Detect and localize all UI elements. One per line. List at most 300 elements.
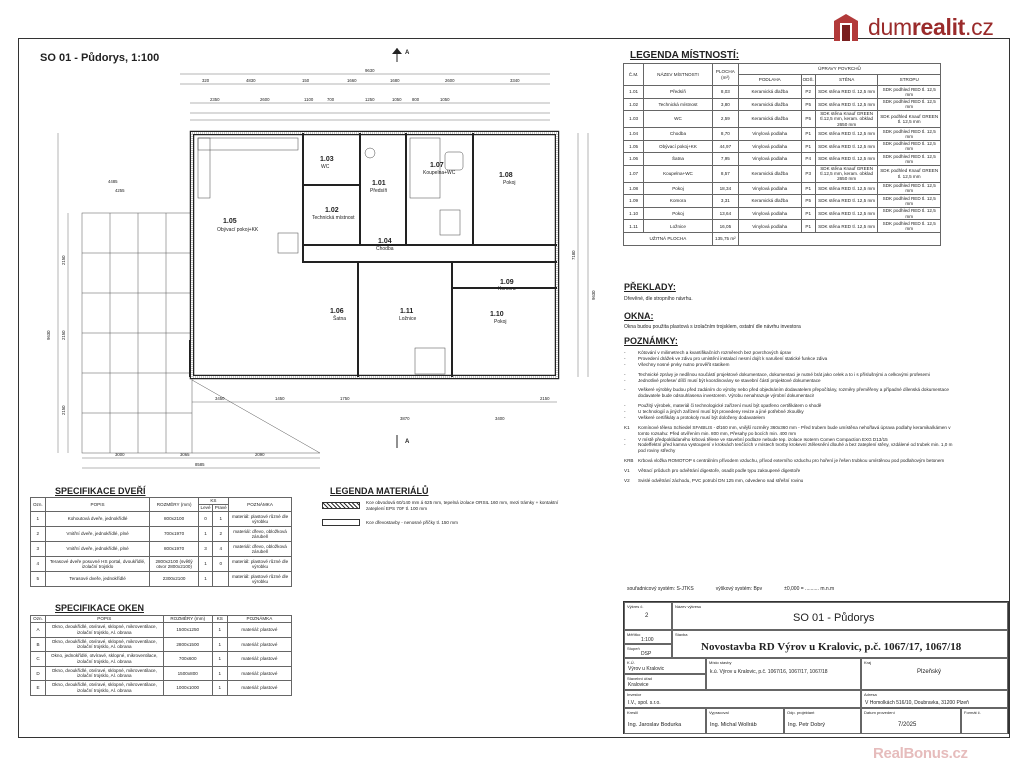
tb-drew: Kreslil Ing. Jaroslav Bodurka — [624, 708, 706, 734]
col-right: Pravé — [214, 505, 227, 511]
col-count: KS — [212, 616, 227, 623]
remark-marker: - — [624, 409, 626, 414]
cell-desc: Kohoutová dveře, jednokřídlé — [45, 512, 150, 527]
cell-name: Koupelna+WC — [644, 165, 713, 182]
cell-left: 1 — [198, 527, 213, 542]
cell-size: 2800x1500 — [163, 637, 212, 652]
cell-wall: SDK stěna Knauf GREEN tl.12,5 mm, keram. obklad 2650 mm — [815, 111, 878, 128]
room-1-05[interactable] — [217, 218, 259, 233]
room-1-03[interactable] — [320, 156, 334, 170]
cell-note: materiál: plastové — [227, 623, 291, 638]
cell-area: 8,70 — [712, 128, 738, 141]
material-item-exterior-wall — [322, 500, 572, 512]
cell-floor: Vinylová podlaha — [738, 153, 801, 166]
door-row — [31, 557, 292, 572]
dim-right: 7180 — [571, 250, 576, 260]
cell-desc: Vnitřní dveře, jednokřídlé, plné — [45, 542, 150, 557]
cell-name: Ložnice — [644, 220, 713, 233]
dim-top-6: 2600 — [445, 78, 455, 83]
cell-floor: Vinylová podlaha — [738, 140, 801, 153]
cell-area: 44,97 — [712, 140, 738, 153]
cell-wall: SDK stěna RED tl. 12,5 mm — [815, 128, 878, 141]
cell-ceiling: SDK podhled RED tl. 12,5 mm — [878, 86, 941, 99]
remark-text: Nodeffektní před kamna vystoupení v krokvách tenčících v místech tvorby krokevní ztělesnění dlouhé a bez zateplení stěny, vzdálené od trubek min. 1,0 m pod roviny střechy — [638, 442, 953, 454]
dim-left-total: 9630 — [46, 330, 51, 340]
cell-floor: Vinylová podlaha — [738, 128, 801, 141]
cell-left: 0 — [198, 512, 213, 527]
tb-investor: Investor I.V., spol. s.r.o. — [624, 690, 861, 708]
tb-scale: Měřítko 1:100 — [624, 630, 672, 644]
doors-spec-table — [30, 497, 292, 587]
cell-name: Pokoj — [644, 207, 713, 220]
cell-name: WC — [644, 111, 713, 128]
cell-num: 4 — [31, 557, 46, 572]
dim-open-7: 800 — [412, 97, 420, 102]
materials-legend-title: LEGENDA MATERIÁLŮ — [330, 486, 429, 496]
cell-desc: Okno, jednokřídlé, otvíravé, sklopné, mikroventilace, izolační trojsklo, Al. obrana — [45, 652, 163, 667]
col-finish: ÚPRAVY POVRCHŮ — [738, 64, 940, 75]
room-name: Ložnice — [399, 316, 417, 322]
cell-ceiling: SDK podhled RED tl. 12,5 mm — [878, 128, 941, 141]
total-label: UŽITNÁ PLOCHA — [624, 233, 713, 246]
dim-open-6: 1050 — [392, 97, 402, 102]
room-name: Komora — [498, 286, 516, 292]
cell-note: materiál: plastové různé dle výrobku — [229, 557, 292, 572]
dim-top-1: 320 — [202, 78, 210, 83]
cell-size: 700x1970 — [150, 527, 198, 542]
dim-left-1: 2150 — [61, 255, 66, 265]
cell-wall: SDK stěna RED tl. 12,5 mm — [815, 220, 878, 233]
col-desc: POPIS — [45, 616, 163, 623]
cell-floor: Keramická dlažba — [738, 98, 801, 111]
dim-left-3: 2150 — [61, 405, 66, 415]
cell-wall: SDK stěna RED tl. 12,5 mm — [815, 86, 878, 99]
dimensions-right — [578, 133, 588, 377]
dim-bottom-4: 3870 — [400, 416, 410, 421]
material-item-partition — [322, 519, 572, 526]
remark-marker: - — [624, 377, 626, 383]
tb-office: Stavební úřad Kralovice — [624, 674, 706, 690]
remark-marker: - — [624, 350, 626, 355]
room-number: 1.06 — [330, 308, 344, 315]
room-name: Technická místnost — [312, 215, 355, 221]
cell-count: 1 — [212, 666, 227, 681]
cell-code: P4 — [801, 153, 815, 166]
cell-num: 1 — [31, 512, 46, 527]
remark-text: Jednotlivé profese/ dílčí musí být koordinovány se stavební částí projektové dokumentace — [638, 377, 821, 383]
cell-ceiling: SDK podhled RED tl. 12,5 mm — [878, 153, 941, 166]
cell-floor: Keramická dlažba — [738, 86, 801, 99]
cell-count: 1 — [212, 652, 227, 667]
col-count: KS — [198, 498, 228, 505]
remark-marker: K1 — [624, 424, 630, 430]
window-row — [31, 666, 292, 681]
section-label-bottom: A — [405, 439, 410, 445]
cell-name: Pokoj — [644, 182, 713, 195]
room-number: 1.08 — [499, 172, 513, 179]
cell-area: 2,59 — [712, 111, 738, 128]
dim-bottom-1: 3450 — [215, 396, 225, 401]
section-label-top: A — [405, 50, 410, 56]
cell-desc: Terasové dveře posuvné HS portal, dvoukřídlé, izolační trojsklo — [45, 557, 150, 572]
cell-num: A — [31, 623, 46, 638]
room-legend-row — [624, 182, 941, 195]
cell-num: 1.03 — [624, 111, 644, 128]
col-ceiling: STROPU — [878, 75, 941, 86]
dim-right-2: 9630 — [591, 290, 596, 300]
cell-code: P3 — [801, 165, 815, 182]
windows-note-title: OKNA: — [624, 311, 654, 321]
room-1-09[interactable] — [498, 279, 516, 292]
window-row — [31, 681, 292, 696]
cell-wall: SDK stěna RED tl. 12,5 mm — [815, 195, 878, 208]
dim-bottom-total: 8585 — [195, 462, 205, 467]
cell-num: 1.02 — [624, 98, 644, 111]
cell-count: 1 — [212, 637, 227, 652]
windows-spec-table — [30, 615, 292, 696]
plan-title: SO 01 - Půdorys, 1:100 — [40, 52, 160, 64]
cell-desc: Okno, dvoukřídlé, otvíravé, sklopné, mikroventilace, izolační trojsklo, Al. obrana — [45, 666, 163, 681]
room-1-10[interactable] — [490, 311, 507, 325]
cell-desc: Terasové dveře, jednokřídlé — [45, 572, 150, 587]
dim-terrace: 4485 — [108, 179, 118, 184]
dim-open-2: 2600 — [260, 97, 270, 102]
total-value: 135,75 m² — [712, 233, 738, 246]
remark-item — [624, 458, 954, 464]
title-block — [623, 601, 1009, 734]
cell-num: C — [31, 652, 46, 667]
col-size: ROZMĚRY (mm) — [163, 616, 212, 623]
cell-ceiling: SDK podhled RED tl. 12,5 mm — [878, 207, 941, 220]
dim-bottom-6: 2150 — [540, 396, 550, 401]
room-1-08[interactable] — [499, 172, 516, 186]
cell-code: P1 — [801, 220, 815, 233]
cell-num: 1.11 — [624, 220, 644, 233]
door-row — [31, 572, 292, 587]
cell-floor: Keramická dlažba — [738, 165, 801, 182]
section-mark-top — [392, 48, 410, 62]
window-row — [31, 623, 292, 638]
cell-num: 1.04 — [624, 128, 644, 141]
remark-marker: - — [624, 442, 626, 448]
cell-note: materiál: plastové — [227, 652, 291, 667]
dim-top-2: 4830 — [246, 78, 256, 83]
room-1-07[interactable] — [423, 162, 456, 176]
cell-desc: Okno, dvoukřídlé, otvíravé, sklopné, mikroventilace, izolační trojsklo, Al. obrana — [45, 637, 163, 652]
cell-code: P1 — [801, 128, 815, 141]
remark-marker: V2 — [624, 477, 630, 483]
remark-text: Veškeré certifikáty a protokoly musí být doloženy dodavatelem — [638, 414, 765, 420]
cell-right: 0 — [213, 557, 229, 572]
doors-spec-title: SPECIFIKACE DVEŘÍ — [55, 486, 146, 496]
tb-place: Místo stavby k.ú. Výrov u Kralovic, p.č. 1067/16, 1067/17, 1067/18 — [706, 658, 861, 690]
cell-size: 800x1970 — [150, 542, 198, 557]
col-note: POZNÁMKA — [227, 616, 291, 623]
material-desc: Kce dřevostavby - nenosné příčky tl. 150 mm — [366, 519, 458, 525]
cell-left: 1 — [198, 572, 213, 587]
windows-spec-title: SPECIFIKACE OKEN — [55, 603, 145, 613]
cell-num: D — [31, 666, 46, 681]
window-row — [31, 652, 292, 667]
height-system: výškový systém: Bpv — [715, 586, 763, 592]
dim-open-4: 700 — [327, 97, 335, 102]
cell-right: 4 — [213, 542, 229, 557]
cell-code: P2 — [801, 86, 815, 99]
realbonus-watermark: RealBonus.cz — [873, 745, 968, 762]
material-desc: Kce obvodová 60/140 mm á 625 mm, tepelná izolace ORSIL 160 mm, mezi trámky + kontaktní zateplení EPS 70F tl. 100 mm — [366, 500, 559, 511]
tb-ku: K.Ú. Výrov u Kralovic — [624, 658, 706, 674]
room-number: 1.03 — [320, 156, 334, 163]
cell-num: 1.01 — [624, 86, 644, 99]
rooms-legend-title: LEGENDA MÍSTNOSTÍ: — [630, 50, 740, 61]
cell-note: materiál: plastové různé dle výrobku — [229, 572, 292, 587]
remark-text: V místě předpokládaného krbová tělese ve stavební podlaze nebude tep. izolace Isoterm Comen Compaction EXG D13/15 — [638, 436, 888, 442]
col-wall: STĚNA — [815, 75, 878, 86]
room-1-02[interactable] — [312, 207, 355, 221]
cell-size: 700x600 — [163, 652, 212, 667]
tb-building: Stavba Novostavba RD Výrov u Kralovic, p.č. 1067/17, 1067/18 — [672, 630, 1008, 658]
dim-terrace-2: 4255 — [115, 188, 125, 193]
cell-code: P1 — [801, 140, 815, 153]
cell-code: P5 — [801, 195, 815, 208]
room-legend-row — [624, 165, 941, 182]
tb-date: Datum provedení 7/2025 — [861, 708, 961, 734]
room-name: Obývací pokoj+KK — [217, 227, 259, 233]
dim-top-3: 150 — [302, 78, 310, 83]
remark-marker: KRB — [624, 458, 634, 464]
cell-right: 2 — [213, 527, 229, 542]
room-number: 1.07 — [430, 162, 444, 169]
cell-area: 7,95 — [712, 153, 738, 166]
room-1-11[interactable] — [399, 308, 416, 322]
tb-region: Kraj Plzeňský — [861, 658, 1008, 690]
remark-text: Provedení drážek ve zdivu pro umístění instalací nesmí dojít k narušení statické funkce zdiva — [638, 355, 828, 361]
cell-name: Technická místnost — [644, 98, 713, 111]
cell-right: 1 — [213, 512, 229, 527]
room-number: 1.04 — [378, 238, 392, 245]
remarks-list — [624, 350, 954, 484]
cell-note: materiál: plastové různé dle výrobku — [229, 512, 292, 527]
cell-name: Komora — [644, 195, 713, 208]
remark-marker: - — [624, 361, 626, 367]
cell-name: Předsíň — [644, 86, 713, 99]
windows-note-text: Okna budou použita plastová s izolačním trojsklem, ostatní dle návrhu investora — [624, 324, 801, 330]
cell-area: 3,31 — [712, 195, 738, 208]
cell-note: materiál: dřevo, obložková zárubeň — [229, 542, 292, 557]
room-number: 1.09 — [500, 279, 514, 286]
dim-open-1: 2350 — [210, 97, 220, 102]
remark-text: Krbová vložka ROMOTOP s centrálním přívodem vzduchu, přívod externího vzduchu pro hoření je řešen trubkou umístěnou pod podlahovým betonem — [638, 458, 945, 464]
cell-wall: SDK stěna RED tl. 12,5 mm — [815, 182, 878, 195]
cell-num: E — [31, 681, 46, 696]
room-legend-row — [624, 128, 941, 141]
tb-stage: Stupeň DSP — [624, 644, 672, 658]
dim-bottom-c: 2090 — [255, 452, 265, 457]
cell-ceiling: SDK podhled RED tl. 12,5 mm — [878, 220, 941, 233]
hatch-swatch — [322, 502, 360, 509]
room-number: 1.01 — [372, 180, 386, 187]
col-name: NÁZEV MÍSTNOSTI — [644, 64, 713, 86]
cell-size: 1000x1000 — [163, 681, 212, 696]
col-size: ROZMĚRY (mm) — [150, 498, 198, 512]
col-code: ODŠ. — [801, 75, 815, 86]
cell-wall: SDK stěna RED tl. 12,5 mm — [815, 140, 878, 153]
remark-text: Kótování v milimetrech a kvantifikačních rozměrech bez povrchových úprav — [638, 350, 792, 355]
cell-code: P5 — [801, 98, 815, 111]
cell-desc: Okno, dvoukřídlé, otvíravé, sklopné, mikroventilace, izolační trojsklo, Al. obrana — [45, 681, 163, 696]
cell-ceiling: SDK podhled Knauf GREEN tl. 12,5 mm — [878, 111, 941, 128]
zero-level: ±0,000 = .......... m.n.m — [784, 586, 835, 592]
cell-note: materiál: plastové — [227, 681, 291, 696]
col-num: Ozn. — [31, 498, 46, 512]
cell-wall: SDK stěna RED tl. 12,5 mm — [815, 207, 878, 220]
dim-bottom-b: 3065 — [180, 452, 190, 457]
cell-note: materiál: plastové — [227, 637, 291, 652]
floor-plan — [20, 40, 610, 475]
dumrealit-logo[interactable] — [830, 10, 994, 44]
room-legend-row — [624, 220, 941, 233]
cell-desc: Okno, dvoukřídlé, otvíravé, sklopné, mikroventilace, izolační trojsklo, Al. obrana — [45, 623, 163, 638]
col-num: Č.M. — [624, 64, 644, 86]
col-left: Levé — [198, 505, 213, 512]
room-name: Koupelna+WC — [423, 170, 456, 176]
room-legend-row — [624, 195, 941, 208]
room-name: WC — [321, 164, 330, 170]
outer-walls — [192, 133, 557, 377]
dim-top-4: 1660 — [347, 78, 357, 83]
cell-code: P1 — [801, 207, 815, 220]
remark-text: U technologií a jiných zařízení musí být provedeny revize a jiné potřebné zkoušky — [638, 409, 804, 414]
cell-count: 1 — [212, 623, 227, 638]
cell-code: P1 — [801, 182, 815, 195]
coordinate-systems — [627, 586, 834, 592]
dim-bottom-a: 3000 — [115, 452, 125, 457]
remark-text: Technické zprávy je nedílnou součástí projektové dokumentace, dokumentaci je nutné brát jako celek a to i s příslušnými a celkovými profesemi — [638, 371, 930, 377]
logo-wordmark: dumrealit.cz — [868, 13, 994, 40]
tb-address: Adresa V Homolkách 516/10, Doubravka, 31200 Plzeň — [861, 690, 1008, 708]
cell-name: Obývací pokoj+KK — [644, 140, 713, 153]
remark-text: Svislé odvětrání záchodu, PVC potrubí DN 125 mm, odvedeno nad střešní rovinu — [638, 477, 804, 483]
remark-item — [624, 442, 954, 454]
remark-marker: - — [624, 414, 626, 420]
room-legend-row — [624, 86, 941, 99]
cell-area: 18,34 — [712, 182, 738, 195]
col-floor: PODLAHA — [738, 75, 801, 86]
dimensions-left — [58, 133, 68, 453]
dim-left-2: 2150 — [61, 330, 66, 340]
cell-desc: Vnitřní dveře, jednokřídlé, plné — [45, 527, 150, 542]
cell-size: 1500x800 — [163, 666, 212, 681]
room-number: 1.05 — [223, 218, 237, 225]
remark-item — [624, 387, 954, 399]
room-name: Pokoj — [503, 180, 516, 186]
remark-text: Všechny nosné prvky nutno prověřit statikem — [638, 361, 730, 367]
cell-num: 1.09 — [624, 195, 644, 208]
cell-code: P5 — [801, 111, 815, 128]
cell-right — [213, 572, 229, 587]
col-num: Ozn. — [31, 616, 46, 623]
cell-num: 1.07 — [624, 165, 644, 182]
cell-num: 1.06 — [624, 153, 644, 166]
room-name: Pokoj — [494, 319, 507, 325]
remark-marker: - — [624, 355, 626, 361]
rooms-legend-table — [623, 63, 941, 246]
remark-item — [624, 425, 954, 437]
cell-note: materiál: dřevo, obložková zárubeň — [229, 527, 292, 542]
tb-sheet: Formát č. — [961, 708, 1008, 734]
cell-wall: SDK stěna RED tl. 12,5 mm — [815, 98, 878, 111]
cell-area: 8,57 — [712, 165, 738, 182]
room-name: Šatna — [333, 316, 347, 322]
tb-sheet-no: Výkres č. 2 — [624, 602, 672, 630]
room-1-01[interactable] — [370, 180, 387, 194]
cell-ceiling: SDK podhled RED tl. 12,5 mm — [878, 98, 941, 111]
col-area: PLOCHA (m²) — [712, 64, 738, 86]
cell-floor: Keramická dlažba — [738, 111, 801, 128]
coord-system: souřadnicový systém: S-JTKS — [627, 586, 694, 592]
room-legend-row — [624, 153, 941, 166]
tb-drawing: Název výkresu SO 01 - Půdorys — [672, 602, 1008, 630]
remark-marker: V1 — [624, 468, 630, 473]
dim-open-8: 1050 — [440, 97, 450, 102]
cell-ceiling: SDK podhled RED tl. 12,5 mm — [878, 195, 941, 208]
cell-area: 13,64 — [712, 207, 738, 220]
cell-wall: SDK stěna RED tl. 12,5 mm — [815, 153, 878, 166]
terrace — [82, 213, 320, 453]
cell-size: 1500x1250 — [163, 623, 212, 638]
cell-floor: Vinylová podlaha — [738, 207, 801, 220]
remark-marker: - — [624, 403, 626, 409]
cell-left: 3 — [198, 542, 213, 557]
dim-top-total: 9630 — [365, 68, 375, 73]
room-number: 1.11 — [400, 308, 414, 315]
cell-size: 2800x2100 (světlý otvor 2800x2100) — [150, 557, 198, 572]
room-legend-row — [624, 111, 941, 128]
cell-num: 1.08 — [624, 182, 644, 195]
col-desc: POPIS — [45, 498, 150, 512]
remark-marker: - — [624, 387, 626, 393]
cell-size: 2300x2100 — [150, 572, 198, 587]
cell-floor: Vinylová podlaha — [738, 182, 801, 195]
lintels-text: Dřevěné, dle stropního návrhu. — [624, 296, 693, 302]
cell-note: materiál: plastové — [227, 666, 291, 681]
cell-area: 3,80 — [712, 98, 738, 111]
door-row — [31, 527, 292, 542]
remark-text: Větrací průduch pro odvětrání digestoře, osadit podle typu zakoupené digestoře — [638, 468, 801, 473]
cell-ceiling: SDK podhled RED tl. 12,5 mm — [878, 140, 941, 153]
dim-bottom-5: 3400 — [495, 416, 505, 421]
room-legend-row — [624, 140, 941, 153]
room-1-06[interactable] — [330, 308, 346, 322]
room-name: Předsíň — [370, 188, 388, 194]
col-note: POZNÁMKA — [229, 498, 292, 512]
dim-top-5: 1680 — [390, 78, 400, 83]
cell-name: Chodba — [644, 128, 713, 141]
dim-open-5: 1250 — [365, 97, 375, 102]
dim-bottom-3: 1750 — [340, 396, 350, 401]
window-row — [31, 637, 292, 652]
remark-text: Veškeré výrobky budou před zadáním do výroby nebo před objednáním dodavatelem přepočítány, rozměry přeměřeny a případné dílenská dokumentace dodavatele bude odsouhlasena investorem. Výrobu nenahrazuje výrobní dokumentaci! — [638, 387, 949, 399]
remarks-title: POZNÁMKY: — [624, 336, 678, 346]
remark-marker: - — [624, 436, 626, 442]
room-legend-row — [624, 207, 941, 220]
cell-num: 1.05 — [624, 140, 644, 153]
cell-floor: Keramická dlažba — [738, 195, 801, 208]
dim-open-3: 1100 — [304, 97, 314, 102]
room-name: Chodba — [376, 246, 394, 252]
cell-size: 800x2100 — [150, 512, 198, 527]
room-number: 1.02 — [325, 207, 339, 214]
